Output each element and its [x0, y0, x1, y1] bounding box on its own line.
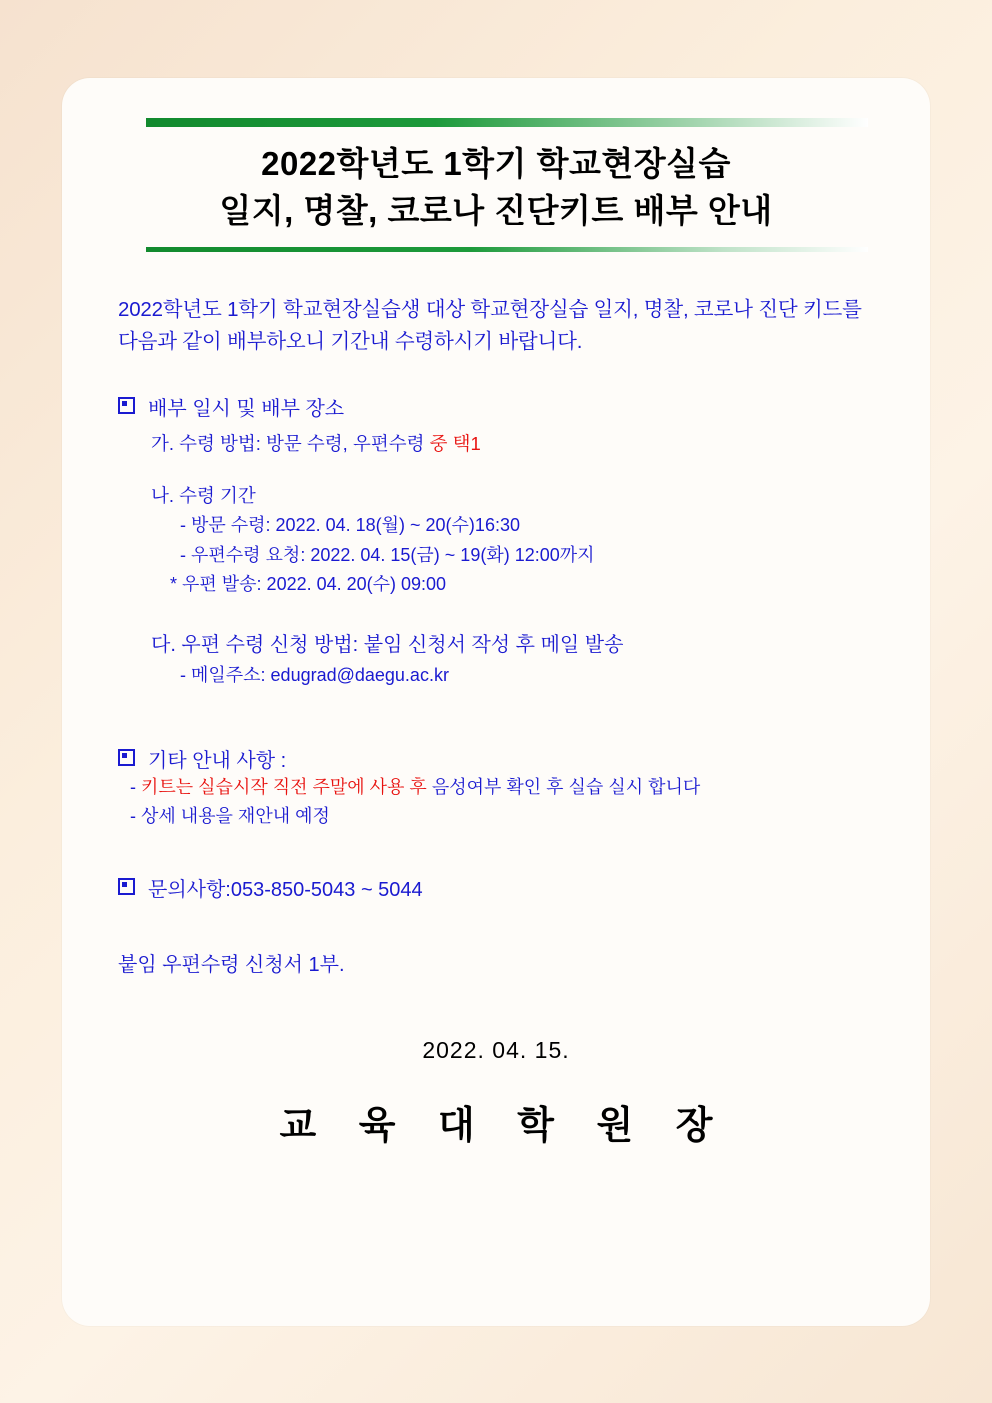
note-1-highlight: 키트는 실습시작 직전 주말에 사용 후: [141, 777, 427, 798]
note-1-suffix: 음성여부 확인 후 실습 실시 합니다: [426, 777, 701, 798]
intro-paragraph: 2022학년도 1학기 학교현장실습생 대상 학교현장실습 일지, 명찰, 코로나 진단 키드를 다음과 같이 배부하오니 기간내 수령하시기 바랍니다.: [118, 297, 862, 354]
section-contact: [118, 873, 874, 902]
section-heading-distribution-label: 배부 일시 및 배부 장소: [148, 398, 345, 421]
item-a: [151, 429, 874, 459]
square-bullet-icon: [118, 397, 135, 414]
document-inner: [88, 118, 904, 1149]
header-rule-top: [146, 118, 868, 127]
item-b-sub-2: - 우편수령 요청: 2022. 04. 15(금) ~ 19(화) 12:00까지: [180, 544, 595, 565]
item-c: 다. 우편 수령 신청 방법: 붙임 신청서 작성 후 메일 발송: [151, 633, 624, 656]
section-heading-contact: [118, 873, 874, 902]
document-page: [62, 78, 930, 1326]
document-title: [88, 127, 904, 247]
title-line-2: 일지, 명찰, 코로나 진단키트 배부 안내: [219, 191, 773, 229]
section-heading-other: [118, 744, 874, 773]
note-1-prefix: -: [130, 777, 141, 798]
square-bullet-icon: [118, 878, 135, 895]
document-body: [88, 252, 904, 1149]
note-line-2: - 상세 내용을 재안내 예정: [130, 806, 330, 827]
item-a-text: 가. 수령 방법: 방문 수령, 우편수령: [151, 433, 430, 455]
section-other-notes: [118, 744, 874, 831]
item-a-highlight: 중 택1: [429, 433, 481, 455]
section-heading-other-label: 기타 안내 사항 :: [148, 750, 287, 773]
document-date: 2022. 04. 15.: [422, 1037, 570, 1064]
section-distribution: [118, 392, 874, 690]
item-b-sub-3: * 우편 발송: 2022. 04. 20(수) 09:00: [170, 573, 447, 594]
square-bullet-icon: [118, 749, 135, 766]
title-line-1: 2022학년도 1학기 학교현장실습: [261, 145, 731, 182]
item-c-sub-1: - 메일주소: edugrad@daegu.ac.kr: [180, 665, 449, 686]
note-line-1: [130, 773, 874, 802]
attachment-line: 붙임 우편수령 신청서 1부.: [118, 954, 345, 977]
section-heading-distribution: [118, 392, 874, 421]
section-heading-contact-label: 문의사항:053-850-5043 ~ 5044: [148, 879, 423, 902]
item-b: 나. 수령 기간: [151, 485, 256, 507]
document-signer: 교 육 대 학 원 장: [279, 1105, 729, 1148]
item-b-sub-1: - 방문 수령: 2022. 04. 18(월) ~ 20(수)16:30: [180, 515, 520, 536]
